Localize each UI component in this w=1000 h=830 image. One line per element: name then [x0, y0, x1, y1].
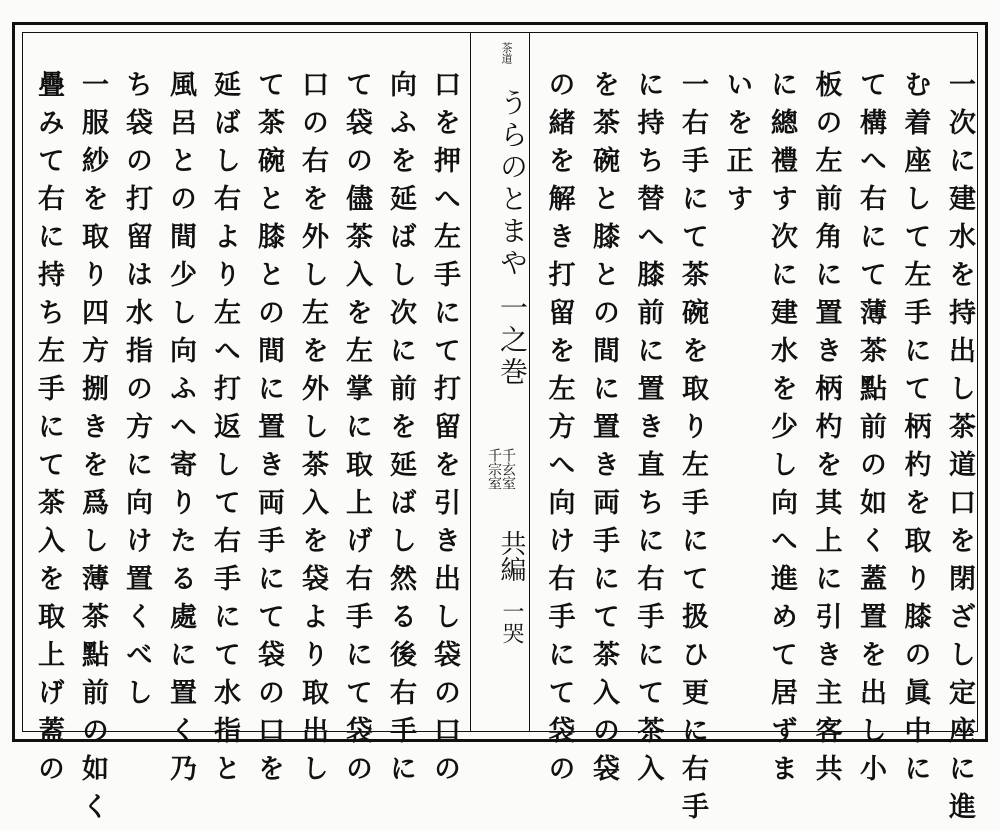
left-page: [22, 32, 470, 830]
text-column: 風呂との間少し向ふへ寄りたる處に置く乃: [165, 70, 196, 792]
text-column: を茶碗と膝との間に置き両手にて茶入の袋: [588, 70, 619, 792]
text-column: て構へ右にて薄茶點前の如く蓋置を出し小: [855, 70, 886, 792]
text-column: ち袋の打留は水指の方に向け置くべし: [121, 70, 152, 716]
right-page: [530, 32, 978, 830]
text-column: 一右手にて茶碗を取り左手にて扱ひ更に右手: [677, 70, 708, 830]
running-head-title: うらのとまや 一之巻: [496, 88, 529, 389]
text-column: 一服紗を取り四方捌きを爲し薄茶點前の如く: [77, 70, 108, 830]
edited-by-label: 共編: [496, 530, 526, 582]
text-column: いを正す: [721, 70, 753, 222]
text-column: て袋の儘茶入を左掌に取上げ右手にて袋の: [341, 70, 372, 792]
text-column: 向ふを延ばし次に前を延ばし然る後右手に: [385, 70, 416, 792]
text-column: む着座して左手にて柄杓を取り膝の眞中に: [899, 70, 931, 792]
text-column: に持ち替へ膝前に置き直ちに右手にて茶入: [632, 70, 664, 792]
text-column: 一次に建水を持出し茶道口を閉ざし定座に進: [944, 70, 975, 830]
author-names: 千玄室 千宗室: [486, 448, 516, 490]
text-column: 板の左前角に置き柄杓を其上に引き主客共: [810, 70, 842, 792]
page-number: 一哭: [499, 600, 524, 644]
text-column: 口を押へ左手にて打留を引き出し袋の口の: [429, 70, 460, 792]
running-head-subtitle: 茶道: [500, 42, 513, 64]
text-column: に總禮す次に建水を少し向へ進めて居ずま: [766, 70, 797, 792]
text-column: 延ばし右より左へ打返して右手にて水指と: [209, 70, 240, 792]
text-column: 疊みて右に持ち左手にて茶入を取上げ蓋の: [33, 70, 64, 792]
text-column: て茶碗と膝との間に置き両手にて袋の口を: [253, 70, 284, 792]
text-column: 口の右を外し左を外し茶入を袋より取出し: [297, 70, 328, 792]
text-column: の緒を解き打留を左方へ向け右手にて袋の: [543, 70, 575, 792]
